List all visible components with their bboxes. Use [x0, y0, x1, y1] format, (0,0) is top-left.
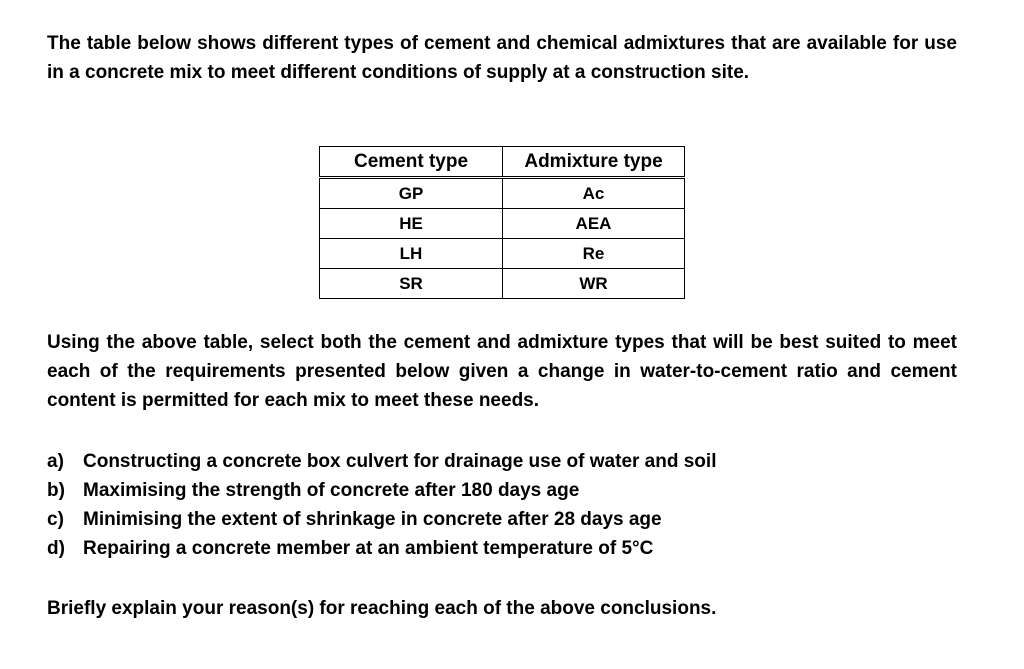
cement-cell: SR — [320, 269, 503, 299]
instructions-paragraph: Using the above table, select both the cement and admixture types that will be best suited to meet each of the requirements presented below given a change in water-to-cement ratio and cement content is permitted for each mix to meet these needs. — [47, 332, 957, 411]
requirement-text: Repairing a concrete member at an ambient temperature of 5°C — [83, 538, 654, 559]
closing-paragraph: Briefly explain your reason(s) for reaching each of the above conclusions. — [47, 598, 717, 619]
list-marker: c) — [47, 509, 64, 530]
admixture-cell: Ac — [503, 178, 685, 209]
list-marker: d) — [47, 538, 65, 559]
table-header-row — [320, 147, 685, 178]
header-cement-type: Cement type — [320, 147, 503, 178]
intro-paragraph: The table below shows different types of cement and chemical admixtures that are available for use in a concrete mix to meet different conditions of supply at a construction site. — [47, 33, 957, 83]
requirement-text: Maximising the strength of concrete after 180 days age — [83, 480, 580, 501]
table-row — [320, 178, 685, 209]
requirement-text: Constructing a concrete box culvert for drainage use of water and soil — [83, 451, 717, 472]
list-item — [47, 505, 716, 534]
cement-admixture-table — [319, 146, 685, 299]
table-row — [320, 269, 685, 299]
cement-cell: LH — [320, 239, 503, 269]
admixture-cell: WR — [503, 269, 685, 299]
cement-cell: GP — [320, 178, 503, 209]
list-marker: b) — [47, 480, 65, 501]
table-row — [320, 239, 685, 269]
list-item — [47, 476, 716, 505]
admixture-cell: Re — [503, 239, 685, 269]
header-admixture-type: Admixture type — [503, 147, 685, 178]
table-row — [320, 209, 685, 239]
list-item — [47, 447, 716, 476]
requirements-list — [47, 447, 716, 563]
requirement-text: Minimising the extent of shrinkage in concrete after 28 days age — [83, 509, 662, 530]
list-marker: a) — [47, 451, 64, 472]
admixture-cell: AEA — [503, 209, 685, 239]
list-item — [47, 534, 716, 563]
cement-cell: HE — [320, 209, 503, 239]
